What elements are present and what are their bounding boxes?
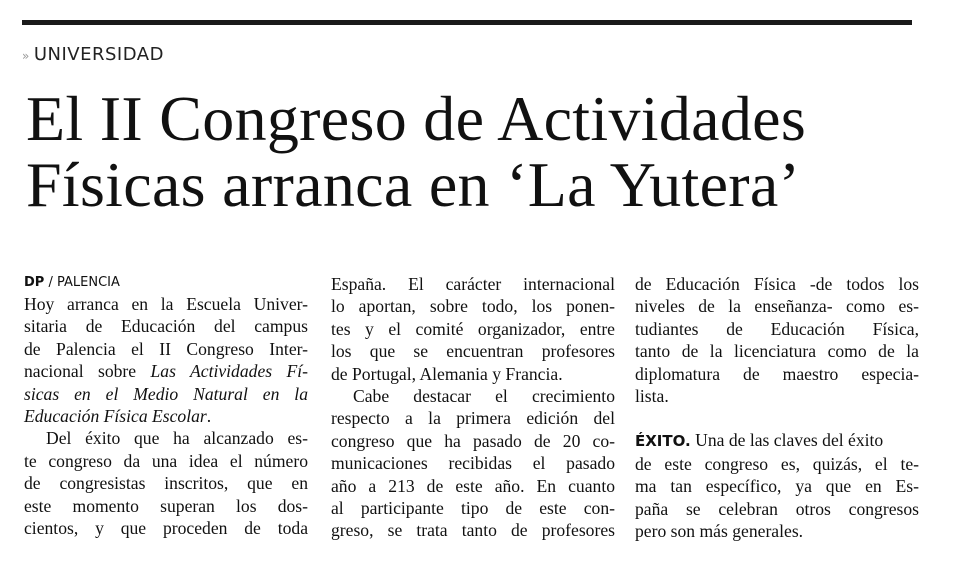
text-line: greso, se trata tanto de profesores: [331, 520, 615, 541]
text-line: pero son más generales.: [635, 521, 804, 542]
text-line: de Portugal, Alemania y Francia.: [331, 363, 563, 384]
text-line: sitaria de Educación del campus: [24, 316, 308, 337]
headline-line-2: Físicas arranca en ‘La Yutera’: [26, 149, 801, 220]
text-line: de congresistas inscritos, que en: [24, 473, 308, 494]
text-line: lista.: [635, 386, 669, 407]
book-title: Las Actividades Fí-: [150, 361, 309, 382]
text-line: diplomatura de maestro especia-: [635, 363, 919, 384]
text-line: de este congreso es, quizás, el te-: [635, 453, 919, 474]
text-line: de Educación Física -de todos los: [635, 274, 919, 294]
article-column-1: [24, 273, 308, 539]
text-line: respecto a la primera edición del: [331, 408, 615, 429]
section-marker: »: [22, 49, 30, 63]
text-line: paña se celebran otros congresos: [635, 498, 919, 519]
article-column-2: [331, 273, 615, 542]
text-line: de Palencia el II Congreso Inter-: [24, 338, 308, 359]
text-line: [635, 429, 919, 452]
text-line: niveles de la enseñanza- como es-: [635, 296, 919, 317]
text-line: ma tan específico, ya que en Es-: [635, 476, 919, 497]
paragraph-gap: [635, 407, 919, 429]
text-line: año a 213 de este año. En cuanto: [331, 475, 615, 496]
section-label: [22, 44, 164, 65]
text-line: Del éxito que ha alcanzado es-: [46, 428, 308, 449]
byline-separator: /: [44, 275, 57, 290]
text-run: Una de las claves del éxito: [690, 430, 884, 451]
section-title: UNIVERSIDAD: [33, 44, 164, 65]
subhead-lead: ÉXITO.: [635, 432, 691, 451]
text-line: este momento superan los dos-: [24, 495, 308, 516]
text-line: al participante tipo de este con-: [331, 498, 615, 519]
text-run: .: [206, 406, 212, 427]
book-title: Educación Física Escolar: [24, 406, 207, 427]
headline: [26, 83, 926, 220]
article-column-3: [635, 273, 919, 542]
text-line: [24, 405, 308, 427]
text-line: cientos, y que proceden de toda: [24, 518, 308, 539]
text-line: [24, 360, 308, 382]
headline-line-1: El II Congreso de Actividades: [26, 83, 807, 154]
text-line: los que se encuentran profesores: [331, 341, 615, 362]
text-line: tanto de la licenciatura como de la: [635, 341, 919, 362]
top-rule: [22, 20, 912, 25]
text-line: congreso que ha pasado de 20 co-: [331, 430, 615, 451]
text-run: nacional sobre: [24, 361, 151, 382]
text-line: te congreso da una idea el número: [24, 450, 308, 471]
book-title: sicas en el Medio Natural en la: [24, 383, 308, 404]
text-line: municaciones recibidas el pasado: [331, 453, 615, 474]
text-line: Cabe destacar el crecimiento: [353, 386, 615, 407]
text-line: España. El carácter internacional: [331, 274, 615, 294]
text-line: tes y el comité organizador, entre: [331, 318, 615, 339]
text-line: lo aportan, sobre todo, los ponen-: [331, 296, 615, 317]
byline: [24, 273, 308, 293]
byline-agency: DP: [24, 275, 45, 290]
text-line: Hoy arranca en la Escuela Univer-: [24, 294, 308, 314]
byline-place: PALENCIA: [56, 275, 120, 290]
text-line: tudiantes de Educación Física,: [635, 318, 919, 339]
